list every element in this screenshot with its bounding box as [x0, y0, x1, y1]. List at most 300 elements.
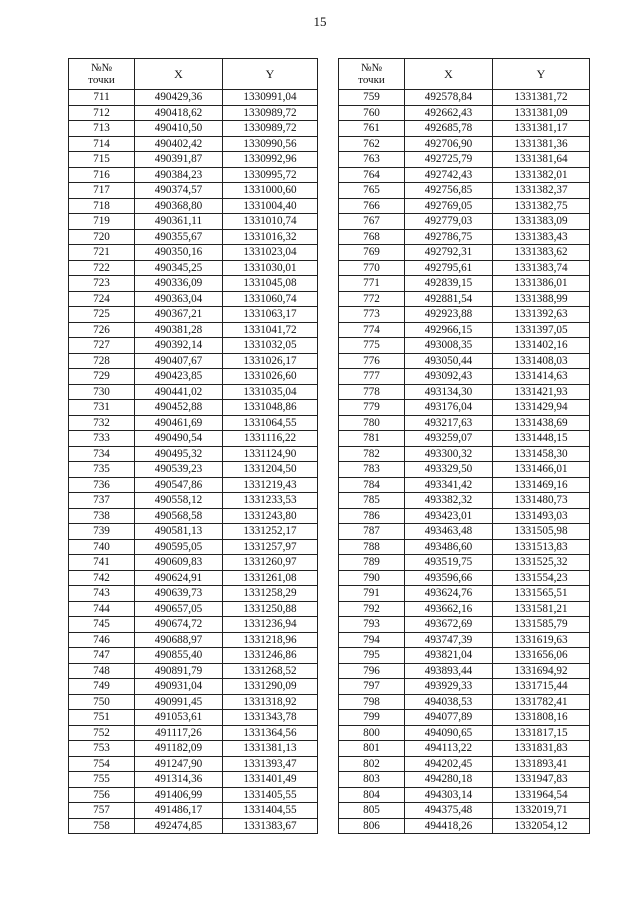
x-coordinate-cell: 490609,83 [135, 555, 223, 571]
y-coordinate-cell: 1331469,16 [493, 477, 590, 493]
y-coordinate-cell: 1332054,12 [493, 818, 590, 834]
table-row [69, 229, 318, 245]
point-number-cell: 772 [339, 291, 405, 307]
table-row [69, 415, 318, 431]
point-number-cell: 715 [69, 152, 135, 168]
table-row [339, 756, 590, 772]
y-coordinate-cell: 1330989,72 [223, 105, 318, 121]
y-coordinate-cell: 1331388,99 [493, 291, 590, 307]
point-number-header-line1: №№ [361, 62, 382, 74]
x-coordinate-cell: 492725,79 [405, 152, 493, 168]
table-row [69, 508, 318, 524]
y-coordinate-cell: 1331258,29 [223, 586, 318, 602]
table-row [69, 477, 318, 493]
point-number-cell: 784 [339, 477, 405, 493]
x-coordinate-cell: 493300,32 [405, 446, 493, 462]
y-coordinate-cell: 1331032,05 [223, 338, 318, 354]
y-coordinate-cell: 1331381,17 [493, 121, 590, 137]
x-coordinate-cell: 490350,16 [135, 245, 223, 261]
x-header: X [405, 59, 493, 90]
x-coordinate-cell: 490418,62 [135, 105, 223, 121]
x-coordinate-cell: 490931,04 [135, 679, 223, 695]
y-coordinate-cell: 1331048,86 [223, 400, 318, 416]
y-coordinate-cell: 1331585,79 [493, 617, 590, 633]
point-number-cell: 756 [69, 787, 135, 803]
y-coordinate-cell: 1330989,72 [223, 121, 318, 137]
table-row [339, 105, 590, 121]
point-number-cell: 788 [339, 539, 405, 555]
x-coordinate-cell: 492795,61 [405, 260, 493, 276]
y-coordinate-cell: 1331393,47 [223, 756, 318, 772]
y-coordinate-cell: 1331023,04 [223, 245, 318, 261]
table-row [339, 245, 590, 261]
table-row [339, 462, 590, 478]
x-coordinate-cell: 490595,05 [135, 539, 223, 555]
y-coordinate-cell: 1331364,56 [223, 725, 318, 741]
table-row [339, 524, 590, 540]
table-row [339, 260, 590, 276]
x-coordinate-cell: 492779,03 [405, 214, 493, 230]
y-header: Y [493, 59, 590, 90]
x-coordinate-cell: 493134,30 [405, 384, 493, 400]
y-coordinate-cell: 1331124,90 [223, 446, 318, 462]
table-header-row [339, 59, 590, 90]
y-coordinate-cell: 1331581,21 [493, 601, 590, 617]
x-coordinate-cell: 491486,17 [135, 803, 223, 819]
y-coordinate-cell: 1332019,71 [493, 803, 590, 819]
table-row [69, 105, 318, 121]
x-coordinate-cell: 490423,85 [135, 369, 223, 385]
x-coordinate-cell: 493929,33 [405, 679, 493, 695]
y-coordinate-cell: 1331204,50 [223, 462, 318, 478]
point-number-cell: 787 [339, 524, 405, 540]
x-coordinate-cell: 491117,26 [135, 725, 223, 741]
point-number-cell: 714 [69, 136, 135, 152]
x-coordinate-cell: 493050,44 [405, 353, 493, 369]
table-row [69, 307, 318, 323]
table-row [339, 136, 590, 152]
x-coordinate-cell: 490490,54 [135, 431, 223, 447]
point-number-header [69, 59, 135, 90]
point-number-cell: 754 [69, 756, 135, 772]
point-number-cell: 781 [339, 431, 405, 447]
y-coordinate-cell: 1331026,17 [223, 353, 318, 369]
point-number-cell: 792 [339, 601, 405, 617]
y-coordinate-cell: 1331382,01 [493, 167, 590, 183]
x-coordinate-cell: 492769,05 [405, 198, 493, 214]
table-row [69, 818, 318, 834]
table-row [69, 462, 318, 478]
y-coordinate-cell: 1331250,88 [223, 601, 318, 617]
x-coordinate-cell: 493341,42 [405, 477, 493, 493]
table-row [339, 198, 590, 214]
table-row [339, 152, 590, 168]
x-coordinate-cell: 490336,09 [135, 276, 223, 292]
table-row [339, 555, 590, 571]
point-number-cell: 774 [339, 322, 405, 338]
y-coordinate-cell: 1331893,41 [493, 756, 590, 772]
point-number-cell: 748 [69, 663, 135, 679]
point-number-cell: 750 [69, 694, 135, 710]
point-number-cell: 744 [69, 601, 135, 617]
point-number-cell: 728 [69, 353, 135, 369]
x-coordinate-cell: 490374,57 [135, 183, 223, 199]
y-coordinate-cell: 1330995,72 [223, 167, 318, 183]
y-coordinate-cell: 1331004,40 [223, 198, 318, 214]
table-row [339, 477, 590, 493]
y-coordinate-cell: 1331386,01 [493, 276, 590, 292]
table-row [339, 415, 590, 431]
x-coordinate-cell: 491247,90 [135, 756, 223, 772]
y-coordinate-cell: 1331694,92 [493, 663, 590, 679]
table-row [69, 601, 318, 617]
table-row [339, 694, 590, 710]
point-number-cell: 721 [69, 245, 135, 261]
y-coordinate-cell: 1331383,09 [493, 214, 590, 230]
point-number-cell: 735 [69, 462, 135, 478]
point-number-cell: 743 [69, 586, 135, 602]
x-coordinate-cell: 490402,42 [135, 136, 223, 152]
point-number-cell: 737 [69, 493, 135, 509]
table-row [339, 818, 590, 834]
point-number-cell: 800 [339, 725, 405, 741]
table-row [69, 679, 318, 695]
point-number-cell: 726 [69, 322, 135, 338]
point-number-cell: 759 [339, 90, 405, 106]
y-coordinate-cell: 1331045,08 [223, 276, 318, 292]
y-coordinate-cell: 1331343,78 [223, 710, 318, 726]
table-row [339, 648, 590, 664]
y-coordinate-cell: 1331421,93 [493, 384, 590, 400]
x-coordinate-cell: 493624,76 [405, 586, 493, 602]
y-coordinate-cell: 1331381,64 [493, 152, 590, 168]
table-row [339, 710, 590, 726]
point-number-cell: 786 [339, 508, 405, 524]
x-coordinate-cell: 490410,50 [135, 121, 223, 137]
point-number-cell: 796 [339, 663, 405, 679]
y-coordinate-cell: 1331233,53 [223, 493, 318, 509]
y-coordinate-cell: 1331554,23 [493, 570, 590, 586]
y-coordinate-cell: 1331808,16 [493, 710, 590, 726]
coordinates-table-left-body [69, 90, 318, 834]
table-row [69, 446, 318, 462]
point-number-cell: 741 [69, 555, 135, 571]
table-row [69, 539, 318, 555]
y-coordinate-cell: 1331619,63 [493, 632, 590, 648]
point-number-cell: 736 [69, 477, 135, 493]
table-row [339, 307, 590, 323]
table-row [69, 694, 318, 710]
y-coordinate-cell: 1331382,37 [493, 183, 590, 199]
x-coordinate-cell: 493176,04 [405, 400, 493, 416]
point-number-cell: 730 [69, 384, 135, 400]
x-coordinate-cell: 492881,54 [405, 291, 493, 307]
table-row [69, 617, 318, 633]
y-coordinate-cell: 1331041,72 [223, 322, 318, 338]
y-coordinate-cell: 1331026,60 [223, 369, 318, 385]
point-number-cell: 762 [339, 136, 405, 152]
point-number-cell: 760 [339, 105, 405, 121]
y-coordinate-cell: 1331252,17 [223, 524, 318, 540]
y-coordinate-cell: 1331466,01 [493, 462, 590, 478]
table-row [69, 632, 318, 648]
x-coordinate-cell: 492706,90 [405, 136, 493, 152]
x-coordinate-cell: 490657,05 [135, 601, 223, 617]
point-number-cell: 778 [339, 384, 405, 400]
x-coordinate-cell: 490363,04 [135, 291, 223, 307]
x-coordinate-cell: 491053,61 [135, 710, 223, 726]
point-number-cell: 771 [339, 276, 405, 292]
table-row [339, 167, 590, 183]
point-number-header-line1: №№ [91, 62, 112, 74]
point-number-cell: 769 [339, 245, 405, 261]
y-coordinate-cell: 1331381,13 [223, 741, 318, 757]
table-row [69, 493, 318, 509]
x-coordinate-cell: 490384,23 [135, 167, 223, 183]
table-header-row [69, 59, 318, 90]
y-coordinate-cell: 1331493,03 [493, 508, 590, 524]
point-number-cell: 806 [339, 818, 405, 834]
x-coordinate-cell: 493486,60 [405, 539, 493, 555]
x-coordinate-cell: 493092,43 [405, 369, 493, 385]
point-number-cell: 783 [339, 462, 405, 478]
table-row [69, 136, 318, 152]
y-coordinate-cell: 1331383,74 [493, 260, 590, 276]
x-coordinate-cell: 490991,45 [135, 694, 223, 710]
point-number-cell: 729 [69, 369, 135, 385]
x-header: X [135, 59, 223, 90]
y-coordinate-cell: 1331381,36 [493, 136, 590, 152]
y-coordinate-cell: 1331505,98 [493, 524, 590, 540]
x-coordinate-cell: 490407,67 [135, 353, 223, 369]
x-coordinate-cell: 493329,50 [405, 462, 493, 478]
x-coordinate-cell: 490452,88 [135, 400, 223, 416]
y-coordinate-cell: 1331565,51 [493, 586, 590, 602]
point-number-cell: 723 [69, 276, 135, 292]
table-row [339, 586, 590, 602]
y-coordinate-cell: 1331030,01 [223, 260, 318, 276]
x-coordinate-cell: 493008,35 [405, 338, 493, 354]
point-number-cell: 742 [69, 570, 135, 586]
table-row [69, 524, 318, 540]
x-coordinate-cell: 494303,14 [405, 787, 493, 803]
y-coordinate-cell: 1331261,08 [223, 570, 318, 586]
y-header: Y [223, 59, 318, 90]
y-coordinate-cell: 1331782,41 [493, 694, 590, 710]
point-number-cell: 766 [339, 198, 405, 214]
x-coordinate-cell: 493596,66 [405, 570, 493, 586]
y-coordinate-cell: 1331218,96 [223, 632, 318, 648]
x-coordinate-cell: 493519,75 [405, 555, 493, 571]
point-number-cell: 732 [69, 415, 135, 431]
y-coordinate-cell: 1331458,30 [493, 446, 590, 462]
y-coordinate-cell: 1331381,72 [493, 90, 590, 106]
point-number-cell: 797 [339, 679, 405, 695]
y-coordinate-cell: 1331383,67 [223, 818, 318, 834]
point-number-cell: 770 [339, 260, 405, 276]
y-coordinate-cell: 1331383,43 [493, 229, 590, 245]
x-coordinate-cell: 493672,69 [405, 617, 493, 633]
table-row [69, 198, 318, 214]
x-coordinate-cell: 494090,65 [405, 725, 493, 741]
table-row [339, 772, 590, 788]
x-coordinate-cell: 493893,44 [405, 663, 493, 679]
table-row [339, 508, 590, 524]
x-coordinate-cell: 494280,18 [405, 772, 493, 788]
x-coordinate-cell: 492923,88 [405, 307, 493, 323]
y-coordinate-cell: 1330991,04 [223, 90, 318, 106]
table-row [339, 725, 590, 741]
x-coordinate-cell: 492578,84 [405, 90, 493, 106]
table-row [69, 338, 318, 354]
point-number-header-line2: точки [88, 74, 115, 86]
point-number-cell: 734 [69, 446, 135, 462]
point-number-cell: 753 [69, 741, 135, 757]
point-number-cell: 719 [69, 214, 135, 230]
table-row [69, 570, 318, 586]
x-coordinate-cell: 490361,11 [135, 214, 223, 230]
y-coordinate-cell: 1331246,86 [223, 648, 318, 664]
table-row [339, 601, 590, 617]
point-number-cell: 738 [69, 508, 135, 524]
table-row [69, 663, 318, 679]
x-coordinate-cell: 492786,75 [405, 229, 493, 245]
x-coordinate-cell: 490688,97 [135, 632, 223, 648]
y-coordinate-cell: 1331414,63 [493, 369, 590, 385]
point-number-cell: 724 [69, 291, 135, 307]
table-row [339, 803, 590, 819]
x-coordinate-cell: 494077,89 [405, 710, 493, 726]
x-coordinate-cell: 490495,32 [135, 446, 223, 462]
table-row [339, 338, 590, 354]
x-coordinate-cell: 493217,63 [405, 415, 493, 431]
table-row [69, 741, 318, 757]
x-coordinate-cell: 493747,39 [405, 632, 493, 648]
y-coordinate-cell: 1331060,74 [223, 291, 318, 307]
table-row [69, 787, 318, 803]
point-number-cell: 773 [339, 307, 405, 323]
table-row [339, 322, 590, 338]
table-row [69, 555, 318, 571]
y-coordinate-cell: 1331448,15 [493, 431, 590, 447]
y-coordinate-cell: 1331480,73 [493, 493, 590, 509]
y-coordinate-cell: 1331318,92 [223, 694, 318, 710]
table-row [339, 741, 590, 757]
x-coordinate-cell: 490539,23 [135, 462, 223, 478]
point-number-cell: 746 [69, 632, 135, 648]
table-row [69, 322, 318, 338]
x-coordinate-cell: 494202,45 [405, 756, 493, 772]
table-row [69, 431, 318, 447]
y-coordinate-cell: 1331831,83 [493, 741, 590, 757]
table-row [339, 384, 590, 400]
coordinates-table-right [338, 58, 590, 834]
point-number-cell: 764 [339, 167, 405, 183]
point-number-cell: 804 [339, 787, 405, 803]
point-number-cell: 801 [339, 741, 405, 757]
table-row [69, 291, 318, 307]
point-number-cell: 805 [339, 803, 405, 819]
table-row [339, 431, 590, 447]
x-coordinate-cell: 492839,15 [405, 276, 493, 292]
x-coordinate-cell: 493662,16 [405, 601, 493, 617]
table-row [69, 710, 318, 726]
point-number-header-line2: точки [358, 74, 385, 86]
y-coordinate-cell: 1331116,22 [223, 431, 318, 447]
table-row [69, 648, 318, 664]
x-coordinate-cell: 490558,12 [135, 493, 223, 509]
x-coordinate-cell: 493423,01 [405, 508, 493, 524]
y-coordinate-cell: 1330992,96 [223, 152, 318, 168]
y-coordinate-cell: 1331064,55 [223, 415, 318, 431]
x-coordinate-cell: 494113,22 [405, 741, 493, 757]
table-row [339, 121, 590, 137]
page-number: 15 [313, 14, 327, 29]
table-row [339, 446, 590, 462]
x-coordinate-cell: 490367,21 [135, 307, 223, 323]
point-number-cell: 793 [339, 617, 405, 633]
x-coordinate-cell: 490368,80 [135, 198, 223, 214]
table-row [69, 152, 318, 168]
x-coordinate-cell: 490345,25 [135, 260, 223, 276]
table-row [339, 90, 590, 106]
point-number-cell: 782 [339, 446, 405, 462]
x-coordinate-cell: 492474,85 [135, 818, 223, 834]
x-coordinate-cell: 490547,86 [135, 477, 223, 493]
point-number-cell: 758 [69, 818, 135, 834]
y-coordinate-cell: 1331429,94 [493, 400, 590, 416]
table-row [69, 803, 318, 819]
x-coordinate-cell: 490624,91 [135, 570, 223, 586]
point-number-cell: 740 [69, 539, 135, 555]
point-number-cell: 765 [339, 183, 405, 199]
y-coordinate-cell: 1331268,52 [223, 663, 318, 679]
x-coordinate-cell: 491406,99 [135, 787, 223, 803]
y-coordinate-cell: 1331260,97 [223, 555, 318, 571]
point-number-cell: 755 [69, 772, 135, 788]
x-coordinate-cell: 494375,48 [405, 803, 493, 819]
point-number-cell: 720 [69, 229, 135, 245]
table-row [339, 369, 590, 385]
table-row [339, 400, 590, 416]
point-number-cell: 713 [69, 121, 135, 137]
x-coordinate-cell: 494418,26 [405, 818, 493, 834]
x-coordinate-cell: 493821,04 [405, 648, 493, 664]
point-number-cell: 711 [69, 90, 135, 106]
y-coordinate-cell: 1331715,44 [493, 679, 590, 695]
x-coordinate-cell: 490429,36 [135, 90, 223, 106]
point-number-cell: 757 [69, 803, 135, 819]
table-row [339, 353, 590, 369]
table-row [69, 772, 318, 788]
table-row [339, 291, 590, 307]
point-number-cell: 761 [339, 121, 405, 137]
table-row [69, 586, 318, 602]
point-number-cell: 763 [339, 152, 405, 168]
point-number-cell: 767 [339, 214, 405, 230]
y-coordinate-cell: 1331219,43 [223, 477, 318, 493]
table-row [69, 90, 318, 106]
x-coordinate-cell: 490381,28 [135, 322, 223, 338]
y-coordinate-cell: 1331000,60 [223, 183, 318, 199]
table-row [339, 632, 590, 648]
point-number-cell: 733 [69, 431, 135, 447]
y-coordinate-cell: 1331438,69 [493, 415, 590, 431]
point-number-cell: 794 [339, 632, 405, 648]
table-row [339, 493, 590, 509]
point-number-cell: 739 [69, 524, 135, 540]
x-coordinate-cell: 490891,79 [135, 663, 223, 679]
